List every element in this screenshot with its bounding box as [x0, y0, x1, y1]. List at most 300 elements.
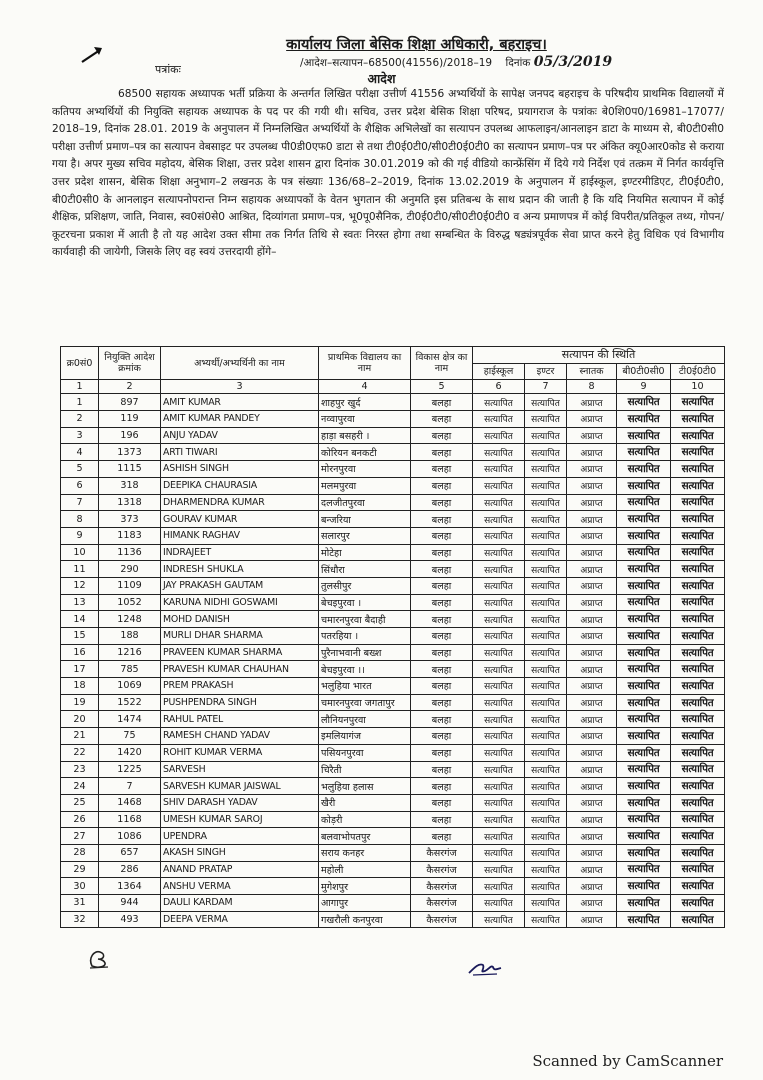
row-candidate-name: ANJU YADAV [161, 427, 319, 444]
row-tet-status: सत्यापित [671, 728, 725, 745]
row-serial: 25 [61, 794, 99, 811]
row-block: बलहा [411, 477, 473, 494]
row-inter-status: सत्यापित [525, 861, 567, 878]
row-order-no: 75 [99, 728, 161, 745]
column-number: 6 [473, 380, 525, 394]
row-candidate-name: UPENDRA [161, 828, 319, 845]
row-tet-status: सत्यापित [671, 811, 725, 828]
row-highschool-status: सत्यापित [473, 527, 525, 544]
row-graduate-status: अप्राप्त [567, 611, 617, 628]
row-candidate-name: HIMANK RAGHAV [161, 527, 319, 544]
table-row [61, 394, 725, 411]
row-candidate-name: PRAVEEN KUMAR SHARMA [161, 644, 319, 661]
row-graduate-status: अप्राप्त [567, 628, 617, 645]
row-order-no: 1318 [99, 494, 161, 511]
row-school: लौनियनपुरवा [319, 711, 411, 728]
row-btc-status: सत्यापित [617, 694, 671, 711]
row-order-no: 1225 [99, 761, 161, 778]
row-tet-status: सत्यापित [671, 611, 725, 628]
column-number: 4 [319, 380, 411, 394]
row-block: कैसरगंज [411, 861, 473, 878]
row-btc-status: सत्यापित [617, 678, 671, 695]
row-serial: 23 [61, 761, 99, 778]
row-block: बलहा [411, 761, 473, 778]
row-serial: 4 [61, 444, 99, 461]
row-inter-status: सत्यापित [525, 411, 567, 428]
row-highschool-status: सत्यापित [473, 895, 525, 912]
row-serial: 8 [61, 511, 99, 528]
row-school: दलजीतपुरवा [319, 494, 411, 511]
row-tet-status: सत्यापित [671, 661, 725, 678]
row-serial: 32 [61, 911, 99, 928]
scanner-watermark: Scanned by CamScanner [532, 1052, 723, 1070]
row-btc-status: सत्यापित [617, 778, 671, 795]
row-inter-status: सत्यापित [525, 461, 567, 478]
row-tet-status: सत्यापित [671, 911, 725, 928]
row-serial: 18 [61, 678, 99, 695]
row-inter-status: सत्यापित [525, 911, 567, 928]
table-row [61, 728, 725, 745]
patrank-label: पत्रांकः [155, 63, 181, 76]
header-tet: टी0ई0टी0 [671, 363, 725, 380]
row-graduate-status: अप्राप्त [567, 461, 617, 478]
row-tet-status: सत्यापित [671, 461, 725, 478]
table-row [61, 644, 725, 661]
row-block: बलहा [411, 544, 473, 561]
row-serial: 21 [61, 728, 99, 745]
row-candidate-name: ARTI TIWARI [161, 444, 319, 461]
header-verification-status: सत्यापन की स्थिति [473, 347, 725, 364]
row-btc-status: सत्यापित [617, 711, 671, 728]
row-block: बलहा [411, 628, 473, 645]
row-candidate-name: MURLI DHAR SHARMA [161, 628, 319, 645]
column-number: 7 [525, 380, 567, 394]
row-candidate-name: SARVESH [161, 761, 319, 778]
row-school: गखरौली कनपुरवा [319, 911, 411, 928]
row-school: कोड़री [319, 811, 411, 828]
row-candidate-name: KARUNA NIDHI GOSWAMI [161, 594, 319, 611]
row-order-no: 119 [99, 411, 161, 428]
row-serial: 22 [61, 744, 99, 761]
row-graduate-status: अप्राप्त [567, 394, 617, 411]
row-candidate-name: SHIV DARASH YADAV [161, 794, 319, 811]
row-inter-status: सत्यापित [525, 527, 567, 544]
row-tet-status: सत्यापित [671, 878, 725, 895]
row-inter-status: सत्यापित [525, 678, 567, 695]
row-order-no: 785 [99, 661, 161, 678]
table-row [61, 711, 725, 728]
row-school: भलुहिया भारत [319, 678, 411, 695]
row-inter-status: सत्यापित [525, 427, 567, 444]
row-tet-status: सत्यापित [671, 594, 725, 611]
row-graduate-status: अप्राप्त [567, 427, 617, 444]
header-btc: बी0टी0सी0 [617, 363, 671, 380]
row-graduate-status: अप्राप्त [567, 444, 617, 461]
column-number: 3 [161, 380, 319, 394]
row-school: खैरी [319, 794, 411, 811]
row-candidate-name: SARVESH KUMAR JAISWAL [161, 778, 319, 795]
row-graduate-status: अप्राप्त [567, 794, 617, 811]
row-candidate-name: RAHUL PATEL [161, 711, 319, 728]
header-candidate-name: अभ्यर्थी/अभ्यर्थिनी का नाम [161, 347, 319, 380]
table-row [61, 678, 725, 695]
column-number-row [61, 380, 725, 394]
table-row [61, 628, 725, 645]
row-school: शाहपुर खुर्द [319, 394, 411, 411]
row-serial: 28 [61, 844, 99, 861]
row-btc-status: सत्यापित [617, 411, 671, 428]
row-highschool-status: सत्यापित [473, 477, 525, 494]
row-candidate-name: UMESH KUMAR SAROJ [161, 811, 319, 828]
row-order-no: 1364 [99, 878, 161, 895]
row-btc-status: सत्यापित [617, 394, 671, 411]
row-graduate-status: अप्राप्त [567, 661, 617, 678]
table-row [61, 794, 725, 811]
header-block: विकास क्षेत्र का नाम [411, 347, 473, 380]
row-tet-status: सत्यापित [671, 828, 725, 845]
row-block: बलहा [411, 527, 473, 544]
table-row [61, 844, 725, 861]
row-highschool-status: सत्यापित [473, 728, 525, 745]
row-inter-status: सत्यापित [525, 878, 567, 895]
row-btc-status: सत्यापित [617, 861, 671, 878]
row-graduate-status: अप्राप्त [567, 694, 617, 711]
office-title: कार्यालय जिला बेसिक शिक्षा अधिकारी, बहराइच। [286, 37, 547, 53]
row-graduate-status: अप्राप्त [567, 861, 617, 878]
row-candidate-name: INDRESH SHUKLA [161, 561, 319, 578]
row-serial: 16 [61, 644, 99, 661]
row-serial: 19 [61, 694, 99, 711]
row-highschool-status: सत्यापित [473, 844, 525, 861]
signature-mark [467, 957, 503, 979]
row-school: नव्वापुरवा [319, 411, 411, 428]
row-tet-status: सत्यापित [671, 794, 725, 811]
row-school: बेचइपुरवा ।। [319, 661, 411, 678]
row-inter-status: सत्यापित [525, 661, 567, 678]
row-highschool-status: सत्यापित [473, 761, 525, 778]
row-order-no: 1168 [99, 811, 161, 828]
row-school: सराय कनहर [319, 844, 411, 861]
row-block: बलहा [411, 661, 473, 678]
row-school: कोरियन बनकटी [319, 444, 411, 461]
row-btc-status: सत्यापित [617, 477, 671, 494]
order-ref-number: /आदेश–सत्यापन–68500(41556)/2018–19 [300, 57, 493, 69]
row-serial: 5 [61, 461, 99, 478]
row-school: मोरनपुरवा [319, 461, 411, 478]
row-candidate-name: DAULI KARDAM [161, 895, 319, 912]
row-btc-status: सत्यापित [617, 811, 671, 828]
row-school: पुरैनाभवानी बख्श [319, 644, 411, 661]
row-order-no: 1216 [99, 644, 161, 661]
table-row [61, 511, 725, 528]
row-tet-status: सत्यापित [671, 527, 725, 544]
row-graduate-status: अप्राप्त [567, 644, 617, 661]
header-highschool: हाईस्कूल [473, 363, 525, 380]
row-tet-status: सत्यापित [671, 895, 725, 912]
row-btc-status: सत्यापित [617, 494, 671, 511]
row-graduate-status: अप्राप्त [567, 577, 617, 594]
row-tet-status: सत्यापित [671, 494, 725, 511]
row-serial: 27 [61, 828, 99, 845]
row-candidate-name: ROHIT KUMAR VERMA [161, 744, 319, 761]
order-reference [300, 54, 612, 70]
row-order-no: 1052 [99, 594, 161, 611]
row-order-no: 1086 [99, 828, 161, 845]
row-inter-status: सत्यापित [525, 628, 567, 645]
row-highschool-status: सत्यापित [473, 861, 525, 878]
row-btc-status: सत्यापित [617, 577, 671, 594]
row-school: बन्जरिया [319, 511, 411, 528]
row-btc-status: सत्यापित [617, 828, 671, 845]
row-block: बलहा [411, 511, 473, 528]
row-tet-status: सत्यापित [671, 427, 725, 444]
row-block: कैसरगंज [411, 844, 473, 861]
row-highschool-status: सत्यापित [473, 711, 525, 728]
row-tet-status: सत्यापित [671, 778, 725, 795]
row-highschool-status: सत्यापित [473, 628, 525, 645]
row-btc-status: सत्यापित [617, 544, 671, 561]
row-block: कैसरगंज [411, 895, 473, 912]
row-school: चमारनपुरवा बैदाही [319, 611, 411, 628]
row-serial: 31 [61, 895, 99, 912]
row-tet-status: सत्यापित [671, 561, 725, 578]
row-block: बलहा [411, 411, 473, 428]
row-inter-status: सत्यापित [525, 744, 567, 761]
table-row [61, 427, 725, 444]
column-number: 10 [671, 380, 725, 394]
row-inter-status: सत्यापित [525, 494, 567, 511]
table-row [61, 744, 725, 761]
row-graduate-status: अप्राप्त [567, 594, 617, 611]
row-graduate-status: अप्राप्त [567, 511, 617, 528]
row-candidate-name: AMIT KUMAR [161, 394, 319, 411]
row-school: मलमपुरवा [319, 477, 411, 494]
row-highschool-status: सत्यापित [473, 611, 525, 628]
row-school: मोटेहा [319, 544, 411, 561]
row-candidate-name: ANAND PRATAP [161, 861, 319, 878]
row-serial: 3 [61, 427, 99, 444]
row-inter-status: सत्यापित [525, 544, 567, 561]
row-inter-status: सत्यापित [525, 844, 567, 861]
row-inter-status: सत्यापित [525, 444, 567, 461]
header-school: प्राथमिक विद्यालय का नाम [319, 347, 411, 380]
row-serial: 20 [61, 711, 99, 728]
row-block: बलहा [411, 594, 473, 611]
row-btc-status: सत्यापित [617, 844, 671, 861]
row-tet-status: सत्यापित [671, 444, 725, 461]
row-block: बलहा [411, 577, 473, 594]
row-btc-status: सत्यापित [617, 594, 671, 611]
table-row [61, 461, 725, 478]
row-order-no: 1522 [99, 694, 161, 711]
table-row [61, 444, 725, 461]
row-candidate-name: RAMESH CHAND YADAV [161, 728, 319, 745]
row-btc-status: सत्यापित [617, 444, 671, 461]
row-school: पसियनपुरवा [319, 744, 411, 761]
table-row [61, 411, 725, 428]
row-tet-status: सत्यापित [671, 844, 725, 861]
row-block: बलहा [411, 794, 473, 811]
row-highschool-status: सत्यापित [473, 461, 525, 478]
row-order-no: 944 [99, 895, 161, 912]
row-inter-status: सत्यापित [525, 561, 567, 578]
row-block: बलहा [411, 711, 473, 728]
row-serial: 12 [61, 577, 99, 594]
row-school: इमलियागंज [319, 728, 411, 745]
row-order-no: 196 [99, 427, 161, 444]
row-graduate-status: अप्राप्त [567, 828, 617, 845]
column-number: 5 [411, 380, 473, 394]
row-btc-status: सत्यापित [617, 511, 671, 528]
row-highschool-status: सत्यापित [473, 878, 525, 895]
row-school: तुलसीपुर [319, 577, 411, 594]
row-serial: 30 [61, 878, 99, 895]
row-highschool-status: सत्यापित [473, 494, 525, 511]
row-highschool-status: सत्यापित [473, 444, 525, 461]
row-highschool-status: सत्यापित [473, 794, 525, 811]
row-school: पतरहिया । [319, 628, 411, 645]
row-btc-status: सत्यापित [617, 895, 671, 912]
row-block: बलहा [411, 778, 473, 795]
table-row [61, 811, 725, 828]
row-school: बेचइपुरवा । [319, 594, 411, 611]
row-serial: 2 [61, 411, 99, 428]
row-block: बलहा [411, 427, 473, 444]
row-highschool-status: सत्यापित [473, 744, 525, 761]
row-candidate-name: PUSHPENDRA SINGH [161, 694, 319, 711]
row-graduate-status: अप्राप्त [567, 494, 617, 511]
row-order-no: 1136 [99, 544, 161, 561]
row-highschool-status: सत्यापित [473, 411, 525, 428]
row-tet-status: सत्यापित [671, 511, 725, 528]
row-block: बलहा [411, 678, 473, 695]
row-btc-status: सत्यापित [617, 744, 671, 761]
row-candidate-name: JAY PRAKASH GAUTAM [161, 577, 319, 594]
table-row [61, 911, 725, 928]
column-number: 1 [61, 380, 99, 394]
row-serial: 7 [61, 494, 99, 511]
row-order-no: 1069 [99, 678, 161, 695]
row-tet-status: सत्यापित [671, 394, 725, 411]
row-btc-status: सत्यापित [617, 644, 671, 661]
row-block: बलहा [411, 694, 473, 711]
row-graduate-status: अप्राप्त [567, 878, 617, 895]
row-graduate-status: अप्राप्त [567, 711, 617, 728]
row-highschool-status: सत्यापित [473, 811, 525, 828]
row-block: बलहा [411, 561, 473, 578]
row-candidate-name: DEEPA VERMA [161, 911, 319, 928]
row-serial: 17 [61, 661, 99, 678]
row-order-no: 286 [99, 861, 161, 878]
row-order-no: 1373 [99, 444, 161, 461]
row-serial: 29 [61, 861, 99, 878]
row-highschool-status: सत्यापित [473, 694, 525, 711]
row-block: कैसरगंज [411, 878, 473, 895]
row-highschool-status: सत्यापित [473, 544, 525, 561]
row-candidate-name: INDRAJEET [161, 544, 319, 561]
row-inter-status: सत्यापित [525, 711, 567, 728]
row-btc-status: सत्यापित [617, 628, 671, 645]
row-graduate-status: अप्राप्त [567, 761, 617, 778]
row-tet-status: सत्यापित [671, 711, 725, 728]
row-tet-status: सत्यापित [671, 678, 725, 695]
row-inter-status: सत्यापित [525, 828, 567, 845]
table-row [61, 544, 725, 561]
row-tet-status: सत्यापित [671, 644, 725, 661]
row-school: आगापुर [319, 895, 411, 912]
row-serial: 11 [61, 561, 99, 578]
row-school: सिंधौरा [319, 561, 411, 578]
row-highschool-status: सत्यापित [473, 678, 525, 695]
row-order-no: 1420 [99, 744, 161, 761]
row-btc-status: सत्यापित [617, 911, 671, 928]
table-row [61, 878, 725, 895]
order-heading: आदेश [367, 71, 396, 86]
row-serial: 26 [61, 811, 99, 828]
row-block: कैसरगंज [411, 911, 473, 928]
row-graduate-status: अप्राप्त [567, 895, 617, 912]
header-serial: क्र0सं0 [61, 347, 99, 380]
column-number: 8 [567, 380, 617, 394]
row-block: बलहा [411, 394, 473, 411]
row-order-no: 657 [99, 844, 161, 861]
column-number: 9 [617, 380, 671, 394]
handwritten-mark [86, 946, 112, 970]
row-order-no: 1248 [99, 611, 161, 628]
row-school: बलवाभोपतपुर [319, 828, 411, 845]
row-order-no: 318 [99, 477, 161, 494]
row-order-no: 493 [99, 911, 161, 928]
row-tet-status: सत्यापित [671, 861, 725, 878]
row-inter-status: सत्यापित [525, 477, 567, 494]
row-btc-status: सत्यापित [617, 527, 671, 544]
row-inter-status: सत्यापित [525, 811, 567, 828]
row-highschool-status: सत्यापित [473, 911, 525, 928]
row-btc-status: सत्यापित [617, 427, 671, 444]
row-tet-status: सत्यापित [671, 411, 725, 428]
row-btc-status: सत्यापित [617, 878, 671, 895]
row-graduate-status: अप्राप्त [567, 477, 617, 494]
row-order-no: 1115 [99, 461, 161, 478]
row-graduate-status: अप्राप्त [567, 411, 617, 428]
verification-table [60, 346, 725, 928]
row-inter-status: सत्यापित [525, 895, 567, 912]
table-row [61, 477, 725, 494]
row-tet-status: सत्यापित [671, 628, 725, 645]
row-serial: 1 [61, 394, 99, 411]
row-btc-status: सत्यापित [617, 661, 671, 678]
row-graduate-status: अप्राप्त [567, 561, 617, 578]
row-school: सलारपुर [319, 527, 411, 544]
row-candidate-name: AMIT KUMAR PANDEY [161, 411, 319, 428]
row-order-no: 373 [99, 511, 161, 528]
row-serial: 24 [61, 778, 99, 795]
row-inter-status: सत्यापित [525, 577, 567, 594]
row-tet-status: सत्यापित [671, 577, 725, 594]
column-number: 2 [99, 380, 161, 394]
row-graduate-status: अप्राप्त [567, 911, 617, 928]
row-candidate-name: DHARMENDRA KUMAR [161, 494, 319, 511]
row-school: मुगेशपुर [319, 878, 411, 895]
row-block: बलहा [411, 444, 473, 461]
row-graduate-status: अप्राप्त [567, 844, 617, 861]
table-row [61, 611, 725, 628]
row-highschool-status: सत्यापित [473, 427, 525, 444]
table-row [61, 778, 725, 795]
row-btc-status: सत्यापित [617, 611, 671, 628]
row-block: बलहा [411, 744, 473, 761]
row-tet-status: सत्यापित [671, 694, 725, 711]
